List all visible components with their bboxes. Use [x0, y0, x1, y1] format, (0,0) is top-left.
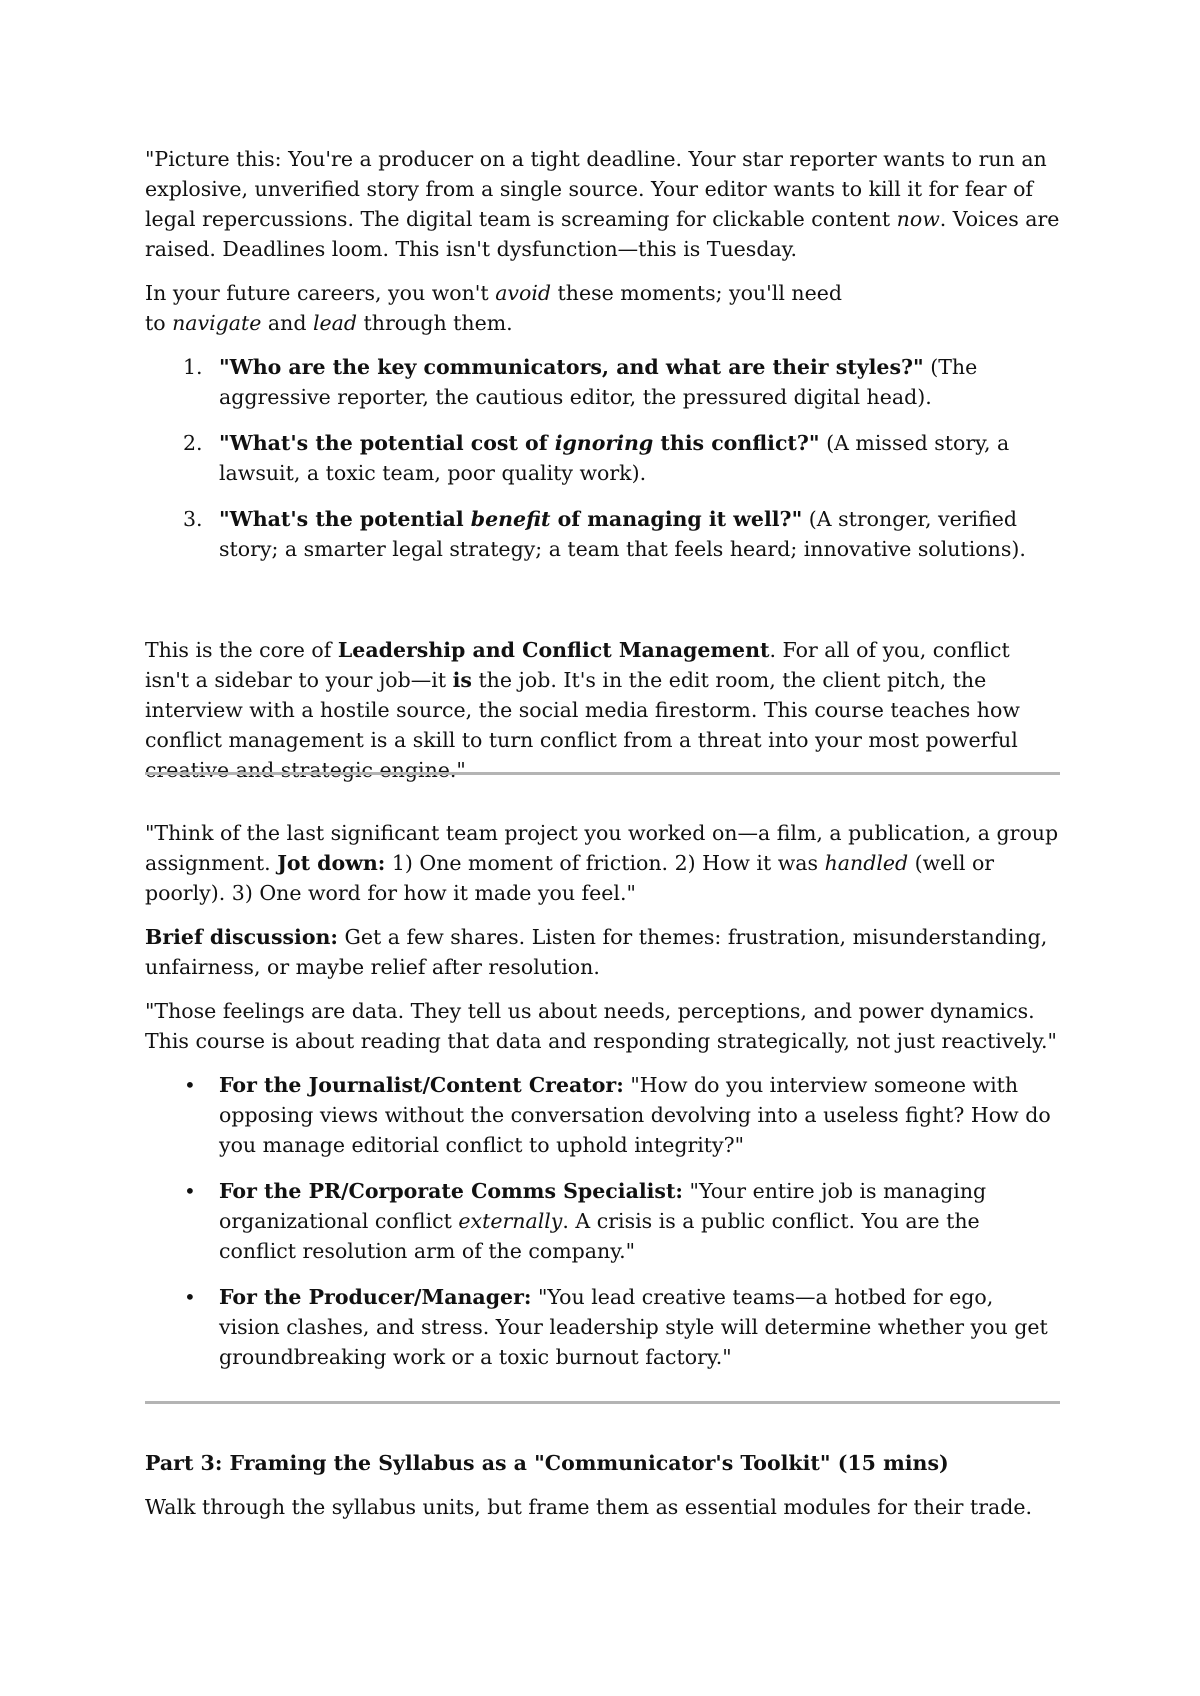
question-bold-em: benefit: [470, 507, 551, 531]
question-item: [145, 504, 1060, 564]
bullet-icon: •: [184, 1179, 196, 1203]
core-text-e: the job. It's in the edit room, the client pitch, the interview with a hostile source, the social media firestorm. This course teaches how conflict management is a skill to turn conflict from a threat into your most powerful creative and strategic engine.": [145, 668, 1020, 782]
role-text: "You lead creative teams—a hotbed for ego, vision clashes, and stress. Your leadership style will determine whether you get groundbreaking work or a toxic burnout factory.": [219, 1285, 1048, 1369]
question-bold-b: this conflict?": [653, 431, 820, 455]
core-section: [145, 635, 1060, 785]
question-item: [145, 428, 1060, 488]
role-item: [145, 1282, 1060, 1372]
role-label: For the Producer/Manager:: [219, 1285, 532, 1309]
question-bold: "Who are the key communicators, and what are their styles?": [219, 355, 924, 379]
list-number: 1.: [183, 355, 203, 379]
horizontal-rule: [145, 772, 1060, 775]
careers-em-navigate: navigate: [172, 311, 262, 335]
intro-paragraph: [145, 144, 1060, 264]
discussion-paragraph: [145, 922, 1060, 982]
intro-section: [145, 144, 1060, 580]
horizontal-rule: [145, 1401, 1060, 1404]
role-item: [145, 1070, 1060, 1160]
intro-text: "Picture this: You're a producer on a tight deadline. Your star reporter wants to run an explosive, unverified story from a single source. Your editor wants to kill it for fear of legal repercussions. The digital team is screaming for clickable content: [145, 147, 1047, 231]
question-list: [145, 352, 1060, 564]
role-text-a: "Your entire job is managing organizational conflict: [219, 1179, 987, 1233]
question-bold: [219, 431, 820, 455]
role-item: [145, 1176, 1060, 1266]
careers-em-avoid: avoid: [495, 281, 552, 305]
exercise-jot-down: Jot down:: [277, 851, 386, 875]
question-bold-em: ignoring: [554, 431, 654, 455]
careers-paragraph: [145, 278, 1060, 338]
careers-em-lead: lead: [312, 311, 358, 335]
role-label: For the Journalist/Content Creator:: [219, 1073, 624, 1097]
question-bold-a: "What's the potential: [219, 507, 471, 531]
question-bold-b: of managing it well?": [550, 507, 803, 531]
list-number: 3.: [183, 507, 203, 531]
question-bold: [219, 507, 802, 531]
careers-text-a: In your future careers, you won't: [145, 281, 496, 305]
list-number: 2.: [183, 431, 203, 455]
careers-text-d: and: [261, 311, 313, 335]
exercise-text-a: "Think of the last significant team project you worked on—a film, a publication, a group assignment.: [145, 821, 1059, 875]
intro-text-tail: . Voices are raised. Deadlines loom. This isn't dysfunction—this is Tuesday.: [145, 207, 1060, 261]
exercise-text-c: 1) One moment of friction. 2) How it was: [385, 851, 825, 875]
roles-list: [145, 1070, 1060, 1372]
core-bold-is: is: [452, 668, 472, 692]
exercise-section: [145, 818, 1060, 1388]
careers-text-e: through them.: [357, 311, 513, 335]
question-item: [145, 352, 1060, 412]
core-text-a: This is the core of: [145, 638, 338, 662]
bullet-icon: •: [184, 1073, 196, 1097]
role-text: "How do you interview someone with opposing views without the conversation devolving into a useless fight? How do you manage editorial conflict to uphold integrity?": [219, 1073, 1051, 1157]
section-heading: Part 3: Framing the Syllabus as a "Communicator's Toolkit" (15 mins): [145, 1451, 949, 1475]
core-paragraph: [145, 635, 1060, 785]
question-text: (A stronger, verified story; a smarter legal strategy; a team that feels heard; innovative solutions).: [219, 507, 1026, 561]
role-text-b: . A crisis is a public conflict. You are the conflict resolution arm of the company.": [219, 1209, 980, 1263]
question-bold-a: "What's the potential cost of: [219, 431, 555, 455]
role-em: externally: [458, 1209, 563, 1233]
question-text: (A missed story, a lawsuit, a toxic team, poor quality work).: [219, 431, 1010, 485]
exercise-text-e: (well or poorly). 3) One word for how it made you feel.": [145, 851, 995, 905]
question-text: (The aggressive reporter, the cautious editor, the pressured digital head).: [219, 355, 978, 409]
core-text-c: . For all of you, conflict isn't a sidebar to your job—it: [145, 638, 1010, 692]
intro-emphasis: now: [896, 207, 940, 231]
core-course-name: Leadership and Conflict Management: [337, 638, 770, 662]
feelings-paragraph: "Those feelings are data. They tell us about needs, perceptions, and power dynamics. This course is about reading that data and responding strategically, not just reactively.": [145, 999, 1057, 1053]
exercise-paragraph: [145, 818, 1060, 908]
discussion-label: Brief discussion:: [145, 925, 338, 949]
part3-text: Walk through the syllabus units, but frame them as essential modules for their trade.: [145, 1495, 1032, 1519]
part3-section: [145, 1448, 1060, 1522]
discussion-text: Get a few shares. Listen for themes: frustration, misunderstanding, unfairness, or maybe relief after resolution.: [145, 925, 1048, 979]
careers-text-b: these moments; you'll need: [551, 281, 842, 305]
exercise-em-handled: handled: [824, 851, 909, 875]
bullet-icon: •: [184, 1285, 196, 1309]
careers-text-c: to: [145, 311, 173, 335]
role-label: For the PR/Corporate Comms Specialist:: [219, 1179, 684, 1203]
